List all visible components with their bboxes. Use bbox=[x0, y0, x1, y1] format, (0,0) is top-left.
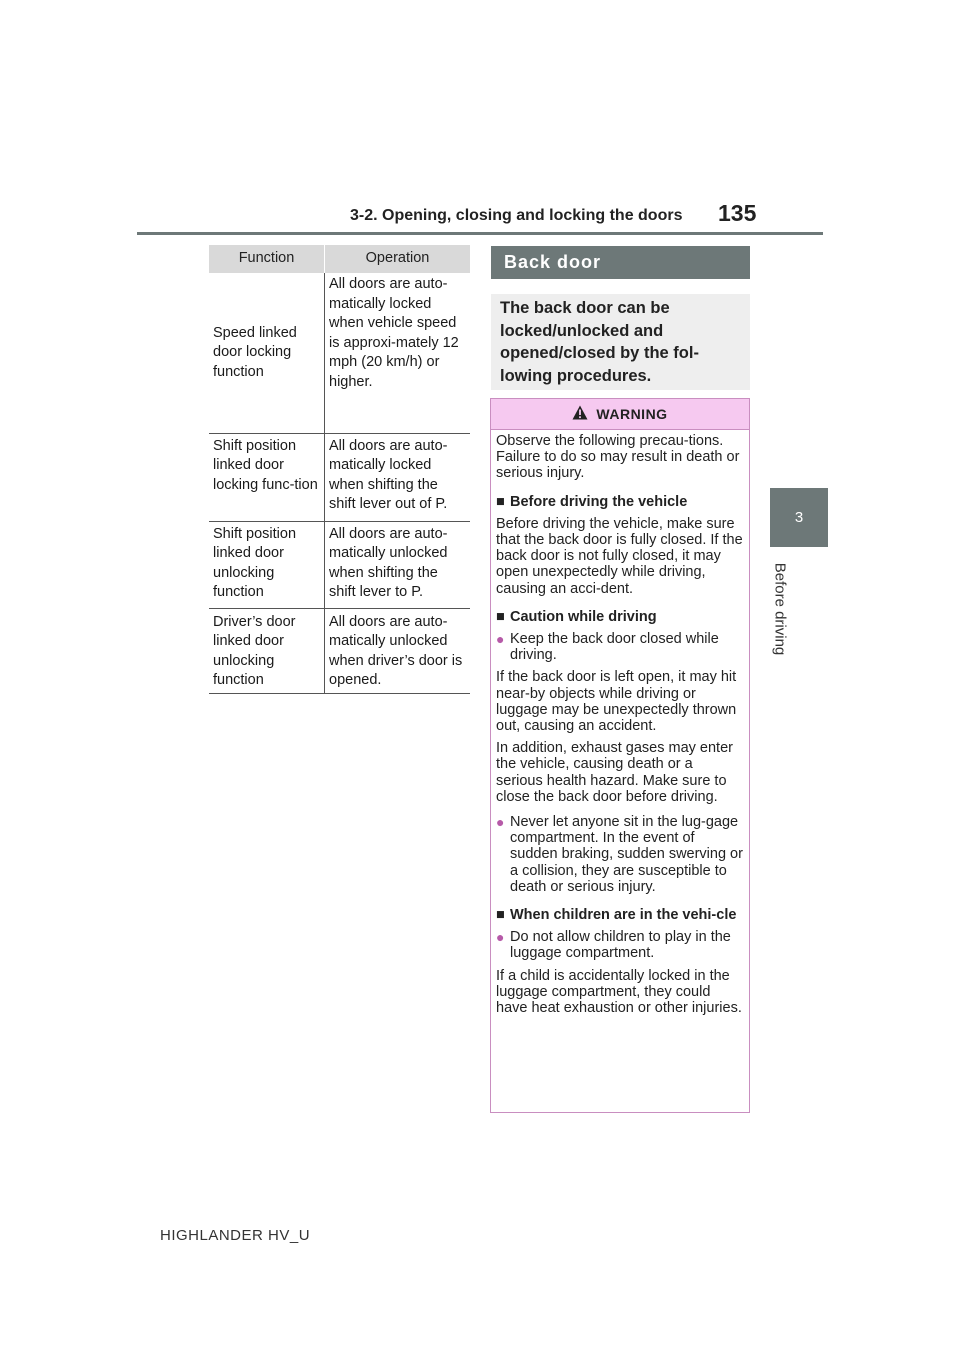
table-cell-operation: All doors are auto-matically locked when vehicle speed is approxi-mately 12 mph (20 km/h) or higher. bbox=[325, 273, 471, 433]
back-door-heading: Back door bbox=[491, 246, 750, 279]
warning-bullet-text: Do not allow children to play in the luggage compartment. bbox=[510, 929, 731, 962]
circle-bullet-icon: ● bbox=[496, 631, 505, 648]
warning-body bbox=[491, 430, 749, 1016]
table-row bbox=[209, 433, 470, 521]
table-header-operation: Operation bbox=[325, 245, 471, 273]
table-header-function: Function bbox=[209, 245, 325, 273]
warning-triangle-icon bbox=[572, 405, 588, 423]
warning-box bbox=[490, 398, 750, 1113]
chapter-tab bbox=[770, 488, 828, 547]
table-header-row bbox=[209, 245, 470, 273]
back-door-intro: The back door can be locked/unlocked and opened/closed by the fol-lowing procedures. bbox=[491, 294, 750, 390]
warning-section-heading bbox=[496, 907, 743, 923]
chapter-label-wrap bbox=[740, 554, 820, 664]
circle-bullet-icon: ● bbox=[496, 929, 505, 946]
warning-intro: Observe the following precau-tions. Failure to do so may result in death or serious injury. bbox=[496, 433, 740, 482]
warning-section-heading bbox=[496, 609, 743, 625]
warning-bullet-text: Keep the back door closed while driving. bbox=[510, 631, 719, 664]
table-cell-operation: All doors are auto-matically unlocked when driver’s door is opened. bbox=[325, 608, 471, 693]
warning-section-title: Before driving the vehicle bbox=[510, 493, 688, 510]
warning-bullet bbox=[496, 814, 743, 895]
warning-bullet bbox=[496, 929, 743, 961]
warning-header bbox=[491, 399, 749, 430]
warning-paragraph: If the back door is left open, it may hit near-by objects while driving or luggage may be unexpectedly thrown out, causing an accident. bbox=[496, 669, 737, 735]
square-bullet-icon: ■ bbox=[496, 608, 505, 625]
warning-paragraph: In addition, exhaust gases may enter the vehicle, causing death or a serious health hazard. Make sure to close the back door before driving. bbox=[496, 740, 733, 805]
warning-section-heading bbox=[496, 494, 743, 510]
table-cell-function: Speed linked door locking function bbox=[209, 273, 325, 433]
warning-paragraph: If a child is accidentally locked in the luggage compartment, they could have heat exhaustion or other injuries. bbox=[496, 967, 742, 1017]
table-cell-function: Shift position linked door unlocking function bbox=[209, 521, 325, 608]
circle-bullet-icon: ● bbox=[496, 814, 505, 831]
table-cell-operation: All doors are auto-matically unlocked when shifting the shift lever to P. bbox=[325, 521, 471, 608]
warning-section-title: When children are in the vehi-cle bbox=[510, 907, 737, 924]
section-title: 3-2. Opening, closing and locking the doors bbox=[350, 207, 683, 224]
square-bullet-icon: ■ bbox=[496, 493, 505, 510]
table-cell-operation: All doors are auto-matically locked when shifting the shift lever out of P. bbox=[325, 433, 471, 521]
warning-title: WARNING bbox=[596, 406, 668, 422]
model-footer: HIGHLANDER HV_U bbox=[160, 1227, 311, 1244]
warning-bullet-text: Never let anyone sit in the lug-gage compartment. In the event of sudden braking, sudden swerving or a collision, they are susceptible to death or serious injury. bbox=[510, 814, 743, 895]
chapter-label: Before driving bbox=[771, 562, 789, 656]
header-rule bbox=[137, 232, 823, 235]
chapter-number: 3 bbox=[794, 509, 804, 526]
table-row bbox=[209, 608, 470, 693]
warning-section-title: Caution while driving bbox=[510, 608, 657, 625]
function-table bbox=[209, 245, 470, 694]
table-row bbox=[209, 521, 470, 608]
square-bullet-icon: ■ bbox=[496, 907, 505, 924]
warning-paragraph: Before driving the vehicle, make sure that the back door is fully closed. If the back door is not fully closed, it may open unexpectedly while driving, causing an acci-dent. bbox=[496, 515, 743, 597]
warning-bullet bbox=[496, 631, 743, 663]
table-cell-function: Shift position linked door locking func-tion bbox=[209, 433, 325, 521]
table-row bbox=[209, 273, 470, 433]
table-cell-function: Driver’s door linked door unlocking function bbox=[209, 608, 325, 693]
page-number: 135 bbox=[718, 200, 757, 226]
